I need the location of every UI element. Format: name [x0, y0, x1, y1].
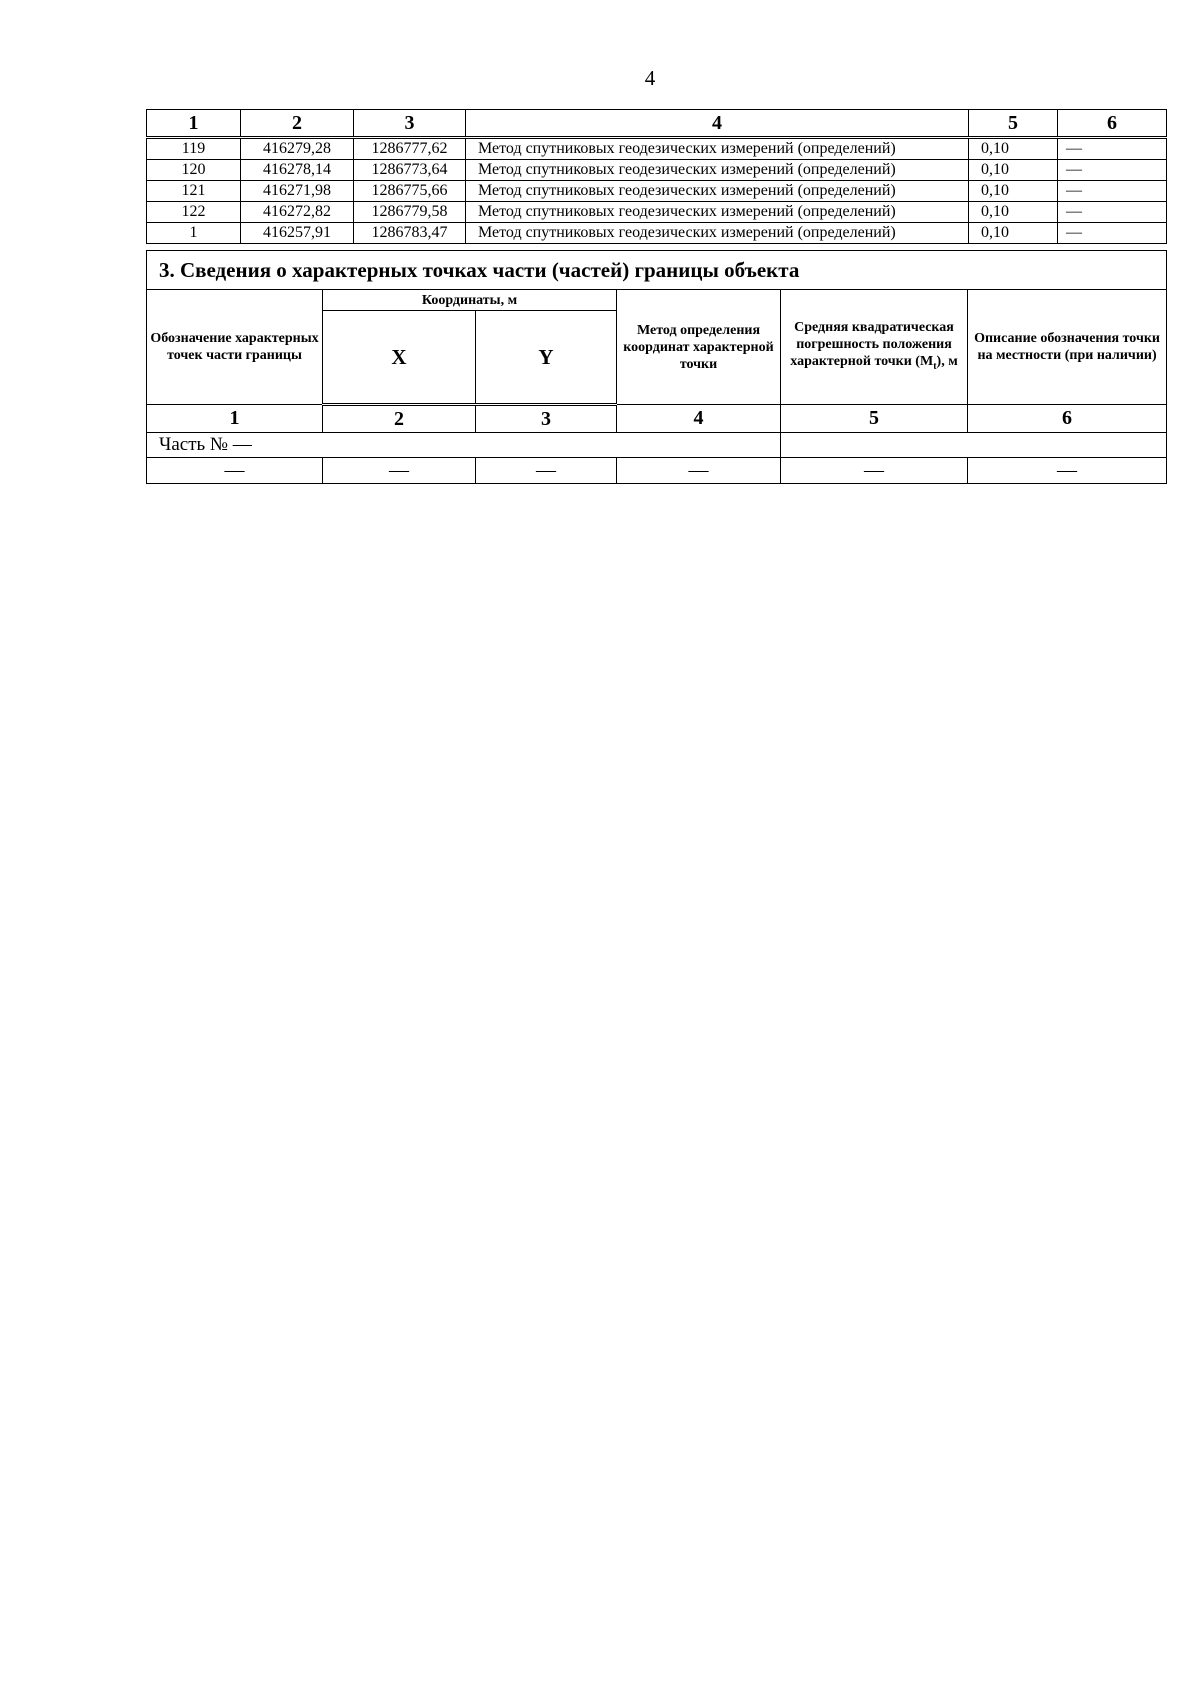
error: 0,10: [969, 181, 1058, 202]
column-number: 5: [781, 405, 968, 433]
col-method-header: Метод определения координат характерной точки: [617, 290, 781, 405]
dash-cell: —: [323, 458, 476, 484]
page-number: 4: [644, 66, 656, 90]
column-number: 4: [617, 405, 781, 433]
method: Метод спутниковых геодезических измерений (определений): [466, 202, 969, 223]
col-error-header-subscript: t: [933, 360, 937, 372]
description: —: [1058, 138, 1167, 160]
coord-y: 1286777,62: [354, 138, 466, 160]
method: Метод спутниковых геодезических измерений (определений): [466, 160, 969, 181]
point-id: 119: [147, 138, 241, 160]
part-row: [147, 433, 1167, 458]
description: —: [1058, 223, 1167, 244]
table-row: [147, 181, 1167, 202]
col-error-header: [781, 290, 968, 405]
error: 0,10: [969, 202, 1058, 223]
coord-x: 416271,98: [241, 181, 354, 202]
coord-x: 416278,14: [241, 160, 354, 181]
table1-header-cell: 5: [969, 110, 1058, 138]
col-error-header-text: Средняя квадратическая погрешность положения характерной точки (M: [790, 320, 954, 370]
column-number: 3: [476, 405, 617, 433]
table-row: [147, 223, 1167, 244]
description: —: [1058, 181, 1167, 202]
col-description-header: Описание обозначения точки на местности (при наличии): [968, 290, 1167, 405]
dash-cell: —: [968, 458, 1167, 484]
table-row: [147, 138, 1167, 160]
coord-y: 1286783,47: [354, 223, 466, 244]
column-number: 1: [147, 405, 323, 433]
section-title: 3. Сведения о характерных точках части (частей) границы объекта: [147, 251, 1167, 290]
dash-cell: —: [476, 458, 617, 484]
part-boundary-points-table: [146, 250, 1167, 484]
table-row: [147, 202, 1167, 223]
col-y-header: Y: [476, 311, 617, 405]
point-id: 120: [147, 160, 241, 181]
method: Метод спутниковых геодезических измерений (определений): [466, 181, 969, 202]
col-point-header: Обозначение характерных точек части границы: [147, 290, 323, 405]
col-x-header: X: [323, 311, 476, 405]
description: —: [1058, 160, 1167, 181]
table1-header-cell: 3: [354, 110, 466, 138]
column-number: 2: [323, 405, 476, 433]
point-id: 122: [147, 202, 241, 223]
column-number: 6: [968, 405, 1167, 433]
coord-x: 416257,91: [241, 223, 354, 244]
table1-header-cell: 6: [1058, 110, 1167, 138]
col-error-header-unit: ), м: [936, 354, 958, 370]
table1-header-cell: 4: [466, 110, 969, 138]
part-empty-cell: [781, 433, 1167, 458]
method: Метод спутниковых геодезических измерений (определений): [466, 223, 969, 244]
dash-cell: —: [147, 458, 323, 484]
error: 0,10: [969, 223, 1058, 244]
section-title-row: [147, 251, 1167, 290]
dash-cell: —: [781, 458, 968, 484]
coord-x: 416272,82: [241, 202, 354, 223]
point-id: 121: [147, 181, 241, 202]
method: Метод спутниковых геодезических измерений (определений): [466, 138, 969, 160]
table1-header-row: [147, 110, 1167, 138]
table-row: [147, 458, 1167, 484]
coord-y: 1286779,58: [354, 202, 466, 223]
error: 0,10: [969, 138, 1058, 160]
column-header-row: [147, 290, 1167, 311]
dash-cell: —: [617, 458, 781, 484]
part-label: Часть № —: [147, 433, 781, 458]
column-number-row: [147, 405, 1167, 433]
description: —: [1058, 202, 1167, 223]
coord-x: 416279,28: [241, 138, 354, 160]
coord-y: 1286775,66: [354, 181, 466, 202]
table1-header-cell: 1: [147, 110, 241, 138]
coord-y: 1286773,64: [354, 160, 466, 181]
table1-header-cell: 2: [241, 110, 354, 138]
boundary-points-table-continued: [146, 109, 1167, 244]
table-row: [147, 160, 1167, 181]
error: 0,10: [969, 160, 1058, 181]
point-id: 1: [147, 223, 241, 244]
col-coords-header: Координаты, м: [323, 290, 617, 311]
